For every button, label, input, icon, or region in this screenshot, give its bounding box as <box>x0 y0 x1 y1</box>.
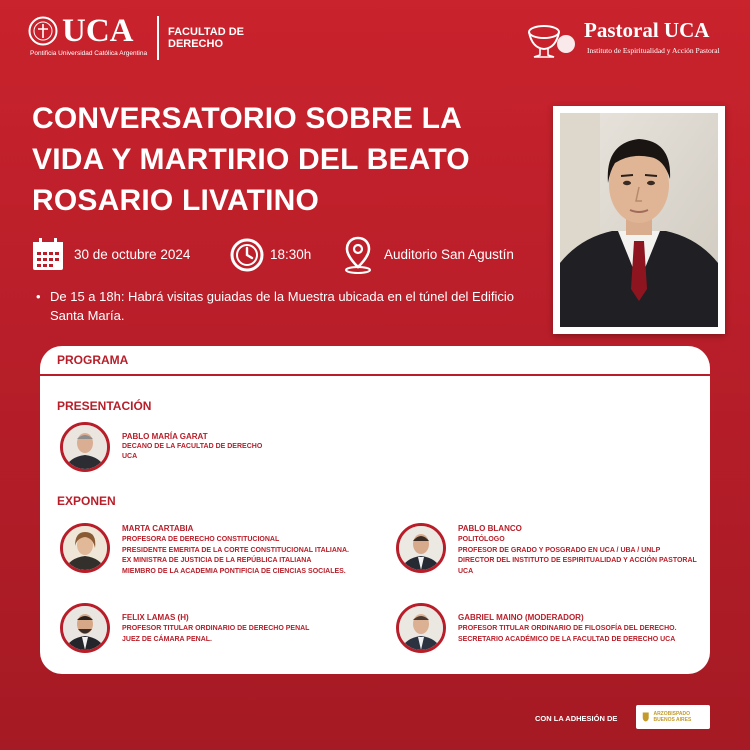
exponen-heading: EXPONEN <box>57 494 116 508</box>
speaker-role: PROFESOR TITULAR ORDINARIO DE DERECHO PENAL <box>122 625 310 632</box>
speaker-role: JUEZ DE CÁMARA PENAL. <box>122 635 212 643</box>
speaker-role: POLITÓLOGO <box>458 536 505 543</box>
presenter-role: DECANO DE LA FACULTAD DE DERECHO <box>122 443 263 450</box>
presenter-name: PABLO MARÍA GARAT <box>122 432 208 441</box>
speaker-role: PRESIDENTE EMERITA DE LA CORTE CONSTITUCIONAL ITALIANA. <box>122 546 349 554</box>
clock-icon <box>229 237 265 273</box>
event-date: 30 de octubre 2024 <box>74 247 191 262</box>
coat-of-arms-icon <box>642 710 649 724</box>
avatar-felix-lamas <box>60 603 110 653</box>
speaker-role: DIRECTOR DEL INSTITUTO DE ESPIRITUALIDAD Y ACCIÓN PASTORAL <box>458 557 697 564</box>
avatar-pablo-blanco <box>396 523 446 573</box>
presentation-heading: PRESENTACIÓN <box>57 399 152 413</box>
calendar-icon <box>32 237 64 271</box>
avatar-marta-cartabia <box>60 523 110 573</box>
speaker-name: GABRIEL MAINO (MODERADOR) <box>458 613 584 622</box>
visit-note <box>36 287 530 325</box>
uca-seal-icon <box>28 16 58 46</box>
partner-logo-text: ARZOBISPADO BUENOS AIRES <box>653 711 692 723</box>
pastoral-subtitle: Instituto de Espiritualidad y Acción Pastoral <box>587 46 720 55</box>
speaker-role: UCA <box>458 567 474 575</box>
location-pin-icon <box>342 235 374 275</box>
program-heading: PROGRAMA <box>57 353 129 367</box>
speaker-name: MARTA CARTABIA <box>122 524 194 533</box>
program-divider <box>0 374 750 376</box>
speaker-role: MIEMBRO DE LA ACADEMIA PONTIFICIA DE CIENCIAS SOCIALES. <box>122 567 346 575</box>
speaker-role: PROFESOR DE GRADO Y POSGRADO EN UCA / UBA / UNLP <box>458 546 661 554</box>
presenter-role: UCA <box>122 453 138 460</box>
pastoral-title: Pastoral UCA <box>584 18 710 42</box>
speaker-role: PROFESORA DE DERECHO CONSTITUCIONAL <box>122 536 280 543</box>
uca-logo <box>28 13 134 49</box>
avatar-gabriel-maino <box>396 603 446 653</box>
visit-note-text: De 15 a 18h: Habrá visitas guiadas de la Muestra ubicada en el túnel del Edificio Santa María. <box>50 289 514 323</box>
avatar-pablo-garat <box>60 422 110 472</box>
speaker-role: PROFESOR TITULAR ORDINARIO DE FILOSOFÍA DEL DERECHO. <box>458 625 677 632</box>
event-title: CONVERSATORIO SOBRE LA VIDA Y MARTIRIO DEL BEATO ROSARIO LIVATINO <box>32 102 470 217</box>
bullet-dot: • <box>36 289 41 304</box>
speaker-role: SECRETARIO ACADÉMICO DE LA FACULTAD DE DERECHO UCA <box>458 635 676 643</box>
adhesion-label: CON LA ADHESIÓN DE <box>535 714 618 723</box>
event-place: Auditorio San Agustín <box>384 247 514 262</box>
header-divider <box>157 16 159 60</box>
speaker-role: EX MINISTRA DE JUSTICIA DE LA REPÚBLICA ITALIANA <box>122 557 312 564</box>
uca-logo-text: UCA <box>62 13 134 49</box>
speaker-name: PABLO BLANCO <box>458 524 522 533</box>
event-time: 18:30h <box>270 247 312 262</box>
uca-subtitle: Pontificia Universidad Católica Argentina <box>30 50 148 57</box>
livatino-portrait <box>560 113 718 327</box>
partner-logo <box>636 705 710 729</box>
speaker-name: FELIX LAMAS (H) <box>122 613 189 622</box>
chalice-icon <box>524 22 580 60</box>
faculty-name: FACULTAD DE DERECHO <box>168 26 244 50</box>
